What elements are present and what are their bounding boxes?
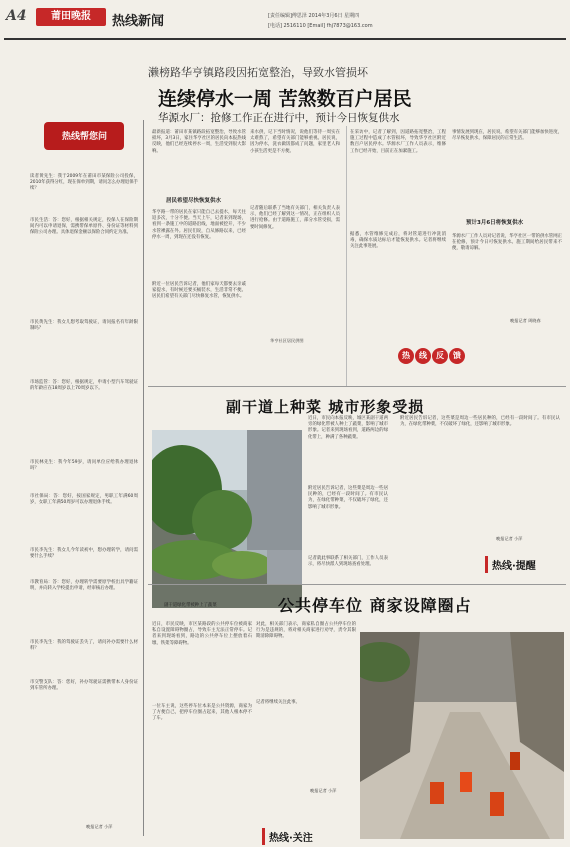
side-p1: 近日，市民向本报反映，城区某副干道两旁的绿化带被人种上了蔬菜，影响了城市形象。记者来到现场看到，道路两边的绿化带上，种满了各种蔬菜。 — [308, 416, 388, 440]
editor-line: [责任编辑]傅思泽 2014年3月6日 星期四 — [268, 13, 360, 19]
lead-col3-p1: 在采访中，记者了解到，因道路拓宽整治，工程施工过程中造成了水管损坏，导致华亨社区附近数百户居民停水。华源水厂工作人员表示，维修工作已经开始，目前正在加紧施工。 — [350, 130, 446, 154]
lead-col1-p3: 华亨路一带的居民在家只能自己去提水，每天往返多次，十分不便。当天上午，记者来到现场，看到一条施工中的道路沿线，地面被挖开，不少水管裸露在外。居民们说，自从修路以来，已经停水一周，到现在还没有恢复。 — [152, 210, 246, 240]
hotline-q1: 读者黄先生：我于2009年在莆田市某保险公司投保，2010年获得分红，现在保单到期，请问怎么办理退保手续？ — [30, 174, 138, 192]
badge-char: 反 — [432, 348, 448, 364]
hotline-logo — [44, 122, 124, 150]
hotline-q4: 市民李先生：我女儿今年读初中，想办理转学，请问需要什么手续？ — [30, 548, 138, 560]
lead-col4-subhead: 预计3月6日将恢复供水 — [466, 220, 524, 226]
section-divider — [148, 386, 566, 387]
hotline-q5: 市民李先生：我的驾驶证丢失了，请问补办需要什么材料？ — [30, 640, 138, 652]
hotline-a4: 市教育局：答：您好，办理转学需要原学校出具学籍证明，并向转入学校提出申请，经审核后办理。 — [30, 580, 138, 592]
section-title: 热线新闻 — [112, 14, 165, 29]
greenbelt-photo — [152, 430, 302, 608]
lead-kicker: 濑榜路华亨镇路段因拓宽整治，导致水管损坏 — [148, 66, 368, 79]
lead-col3-p2: 据悉，水管维修完成后，将对管道进行冲洗消毒，确保水质达标后才能恢复供水。记者将继续关注此事进展。 — [350, 232, 446, 250]
hotline-a5: 市交警支队：答：您好，补办驾驶证需携带本人身份证到车管所办理。 — [30, 680, 138, 692]
lead-col2-p2: 记者随后联系了当地有关部门，相关负责人表示，他们已经了解到这一情况，正在组织人员进行抢修。由于道路施工，部分水管受损，需要时间修复。 — [250, 206, 340, 230]
contact-line: [电话] 2516110 [Email] fhj7873@163.com — [268, 23, 373, 29]
hotline-logo-text: 热线帮您问 — [62, 132, 108, 142]
hotline-a1: 市民生活：答：您好，根据相关规定，投保人在保险期间内可以申请退保，需携带保单原件、身份证等材料到保险公司办理。具体退保金额以保险合同约定为准。 — [30, 218, 138, 236]
lead-subhead: 华源水厂：抢修工作正在进行中，预计今日恢复供水 — [158, 112, 400, 124]
lead-col4-p2: 华源水厂工作人员对记者说，华亨社区一带的供水管网正在抢修，预计今日可恢复供水。施工期间给居民带来不便，敬请谅解。 — [452, 234, 562, 252]
hotline-a2: 市场监管：答：您好，根据规定，申请小型汽车驾驶证的年龄应在18周岁以上70周岁以下。 — [30, 380, 138, 392]
lead-col4-byline: 晚报记者 周晓春 — [510, 318, 541, 323]
bottom-p1: 近日，市民反映，市区某路段的公共停车位被商家私自设置障碍物圈占，导致车主无法正常停车。记者来到现场看到，路边的公共停车位上摆放着石墩、铁架等障碍物。 — [152, 622, 252, 646]
photo-caption: 副干道绿化带被种上了蔬菜 — [164, 603, 217, 608]
lead-col2-note: 华亨社区居民供图 — [270, 338, 304, 343]
lead-col1-p4: 附近一位居民告诉记者，他们家每天都要去亲戚家提水，有时候还要买桶装水，生活非常不便。居民们希望有关部门尽快修复水管，恢复供水。 — [152, 282, 246, 300]
side-byline: 晚报记者 小萍 — [496, 536, 523, 541]
side-p1b: 附近居民告诉记者，这些菜是周边一些居民种的，已经有一段时间了。有市民认为，在绿化带种菜，不仅破坏了绿化，还影响了城市形象。 — [400, 416, 560, 428]
paper-logo: 莆田晚报 — [36, 8, 106, 26]
lead-col2-p1: 来水供，记下当时情况，说他们等待一周实在太难熬了，希望有关部门能够重视。居民说，因为停水，洗衣做饭都成了问题，家里老人和小孩生活更是不方便。 — [250, 130, 340, 154]
side-story-title: 副干道上种菜 城市形象受损 — [226, 398, 425, 416]
side-badge: 热线·提醒 — [485, 556, 540, 573]
parking-photo-image — [360, 632, 564, 839]
hotline-byline: 晚报记者 小萍 — [86, 824, 113, 829]
lead-col1-p1: 最新报道：莆田市某镇路段拓宽整治，导致水管损坏，3月3日，家住华亨社区的居民向本报热线反映，他们已经连续停水一周，生活受到很大影响。 — [152, 130, 246, 154]
badge-char: 线 — [415, 348, 431, 364]
page-number: A4 — [6, 8, 27, 24]
bottom-badge: 热线·关注 — [262, 828, 317, 845]
bottom-byline: 晚报记者 小萍 — [310, 788, 337, 793]
side-p2: 附近居民告诉记者，这些菜是周边一些居民种的，已经有一段时间了。有市民认为，在绿化带种菜，不仅破坏了绿化，还影响了城市形象。 — [308, 486, 388, 510]
bottom-story-title: 公共停车位 商家设障圈占 — [278, 596, 472, 615]
lead-col1-subhead: 居民希望尽快恢复供水 — [166, 198, 222, 204]
hotline-q2: 市民黄先生：我女儿想考取驾驶证，请问报名有年龄限制吗？ — [30, 320, 138, 332]
bottom-p3: 对此，相关部门表示，商家私自圈占公共停车位的行为是违规的，将对相关商家进行劝导，责令其限期清除障碍物。 — [256, 622, 356, 640]
side-p3: 记者就此事联系了相关部门，工作人员表示，将尽快派人到现场查看处理。 — [308, 556, 388, 568]
bottom-p4: 记者将继续关注此事。 — [256, 700, 300, 705]
lead-col4-p1: 事情发展到现在，居民说，希望有关部门能够加快进度，尽早恢复供水，保障居民的正常生活。 — [452, 130, 562, 142]
badge-char: 馈 — [449, 348, 465, 364]
hotline-q3: 市民林先生：我今年59岁，请问单位应给我办理退休吗？ — [30, 460, 138, 472]
lead-headline: 连续停水一周 苦煞数百户居民 — [158, 88, 412, 110]
column-divider — [346, 126, 347, 386]
badge-char: 热 — [398, 348, 414, 364]
section-divider — [148, 584, 566, 585]
hotline-a3: 市社保局：答：您好，按国家规定，男职工年满60周岁，女职工年满50周岁可以办理退休手续。 — [30, 494, 138, 506]
feedback-badge — [398, 343, 466, 364]
greenbelt-photo-image — [152, 430, 302, 608]
parking-photo — [360, 632, 564, 839]
bottom-p2: 一位车主说，这些停车位本来是公共资源，商家为了方便自己，把停车位圈占起来，其他人根本停不了车。 — [152, 704, 252, 722]
